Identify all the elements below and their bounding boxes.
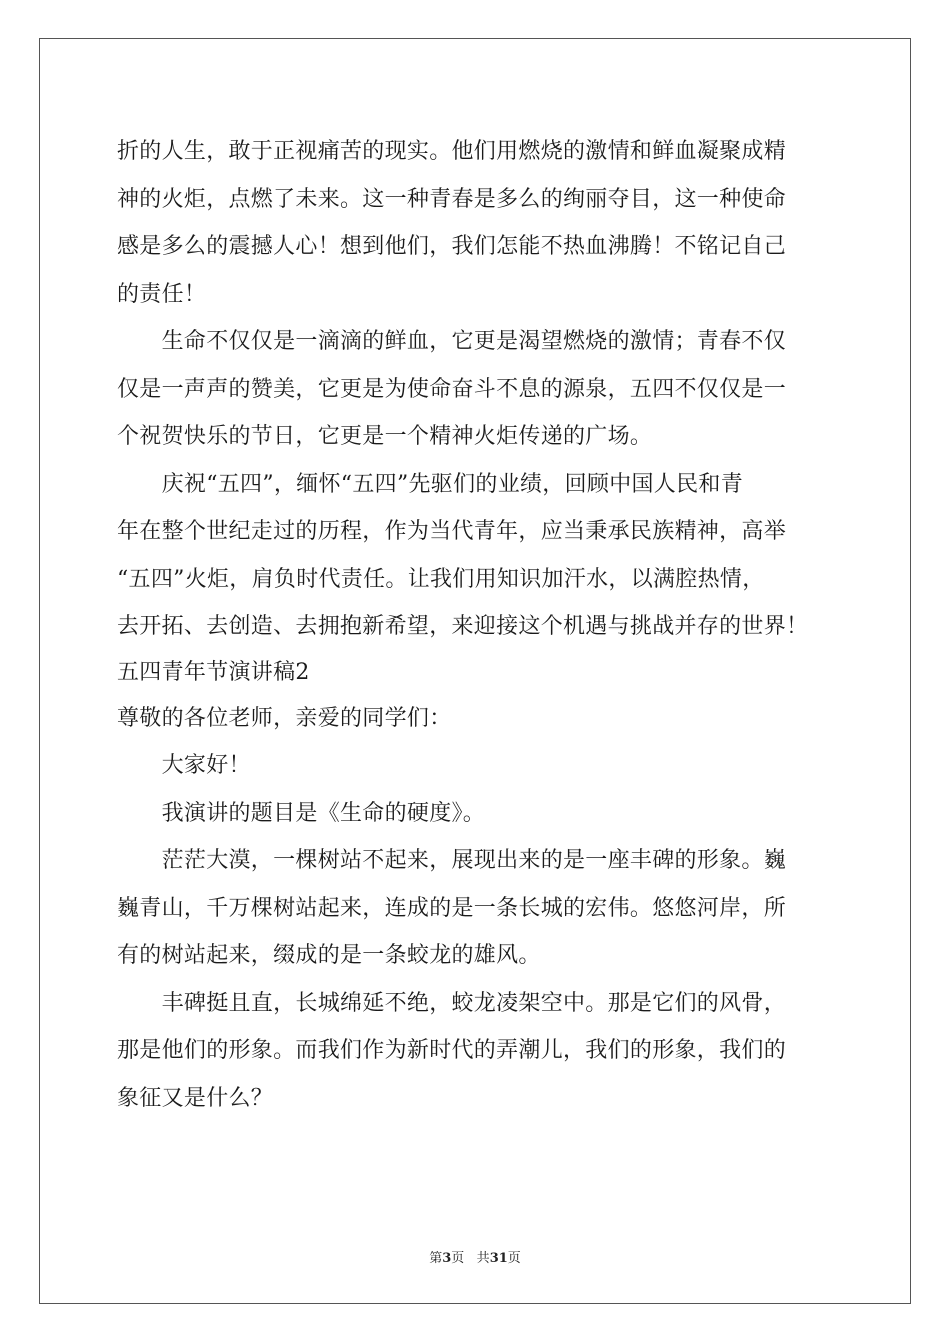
text-line: 巍青山，千万棵树站起来，连成的是一条长城的宏伟。悠悠河岸，所 xyxy=(117,895,787,921)
total-prefix: 共 xyxy=(476,1251,490,1266)
text-line: 个祝贺快乐的节日，它更是一个精神火炬传递的广场。 xyxy=(117,424,653,449)
text-line: 去开拓、去创造、去拥抱新希望，来迎接这个机遇与挑战并存的世界！ xyxy=(117,614,809,639)
greeting: 大家好！ xyxy=(117,753,251,778)
text-line: 感是多么的震撼人心！想到他们，我们怎能不热血沸腾！不铭记自己 xyxy=(117,234,787,259)
text-line: 庆祝“五四”，缅怀“五四”先驱们的业绩，回顾中国人民和青 xyxy=(117,471,743,497)
text-line: 象征又是什么？ xyxy=(117,1085,274,1111)
text-line: 神的火炬，点燃了未来。这一种青春是多么的绚丽夺目，这一种使命 xyxy=(117,186,787,212)
text-line: “五四”火炬，肩负时代责任。让我们用知识加汗水，以满腔热情， xyxy=(117,566,765,592)
text-line: 折的人生，敢于正视痛苦的现实。他们用燃烧的激情和鲜血凝聚成精 xyxy=(117,139,787,164)
text-line: 有的树站起来，缀成的是一条蛟龙的雄风。 xyxy=(117,943,541,968)
section-heading: 五四青年节演讲稿2 xyxy=(117,659,310,685)
salutation: 尊敬的各位老师，亲爱的同学们： xyxy=(117,705,452,731)
total-suffix: 页 xyxy=(507,1251,521,1266)
text-line: 我演讲的题目是《生命的硬度》。 xyxy=(117,800,486,826)
text-line: 茫茫大漠，一棵树站不起来，展现出来的是一座丰碑的形象。巍 xyxy=(117,848,787,873)
total-pages: 31 xyxy=(489,1251,508,1266)
text-line: 仅是一声声的赞美，它更是为使命奋斗不息的源泉，五四不仅仅是一 xyxy=(117,376,787,402)
text-line: 那是他们的形象。而我们作为新时代的弄潮儿，我们的形象，我们的 xyxy=(117,1038,787,1063)
text-line: 丰碑挺且直，长城绵延不绝，蛟龙凌架空中。那是它们的风骨， xyxy=(117,990,787,1016)
document-body xyxy=(117,128,837,1122)
text-line: 生命不仅仅是一滴滴的鲜血，它更是渴望燃烧的激情；青春不仅 xyxy=(117,329,787,354)
text-line: 年在整个世纪走过的历程，作为当代青年，应当秉承民族精神，高举 xyxy=(117,519,787,544)
page-suffix: 页 xyxy=(451,1251,465,1266)
page-current: 3 xyxy=(442,1251,452,1266)
page-footer xyxy=(0,1247,950,1266)
page-prefix: 第 xyxy=(429,1251,443,1266)
text-line: 的责任！ xyxy=(117,281,207,307)
